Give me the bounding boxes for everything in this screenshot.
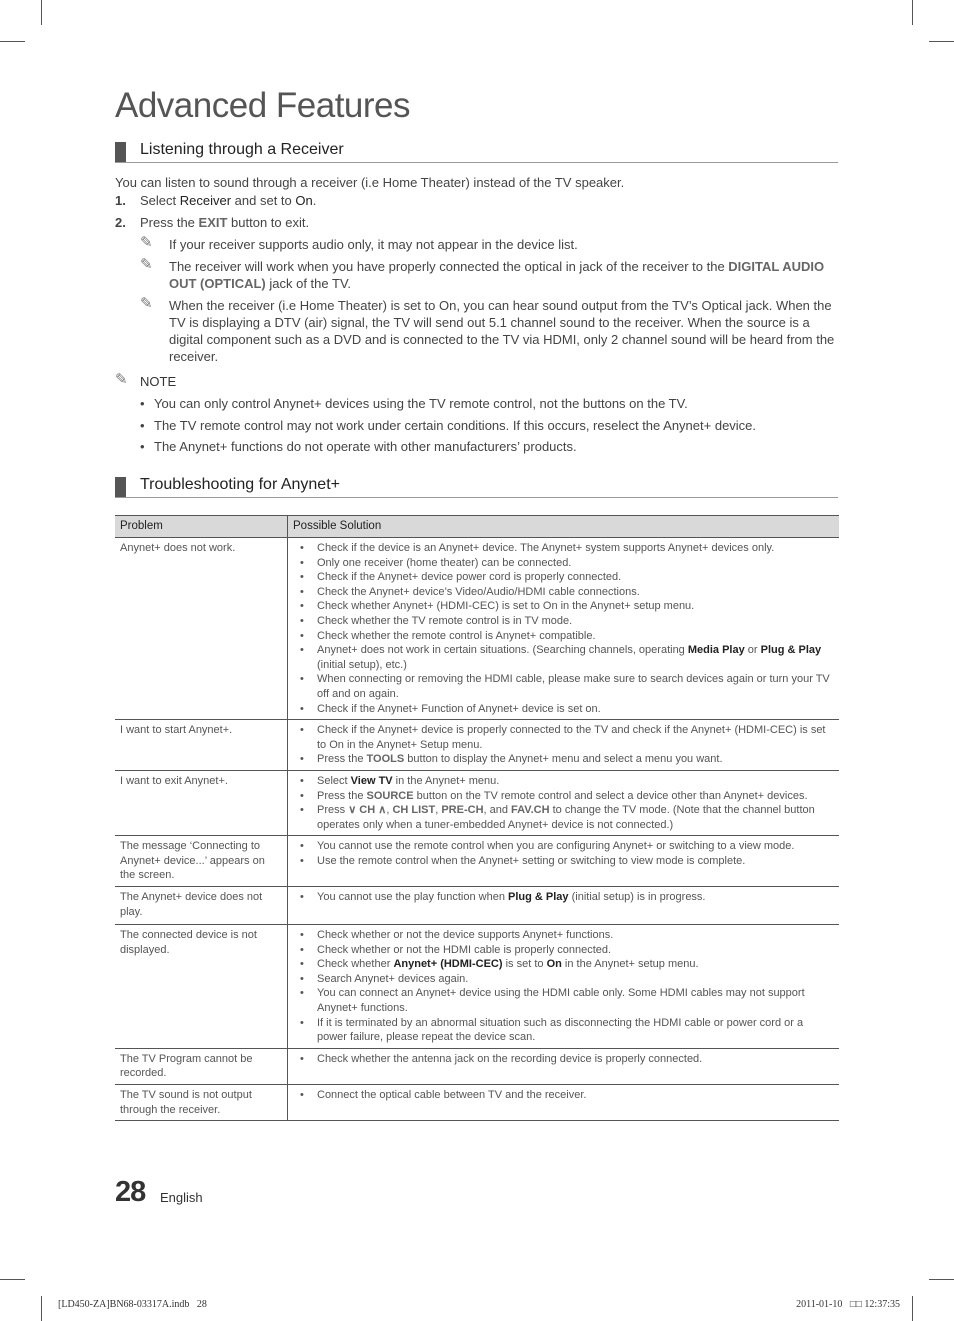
solution-item: • Connect the optical cable between TV and the receiver.	[293, 1088, 834, 1103]
pencil-note-icon: ✎	[140, 295, 153, 312]
solution-item: • Check whether Anynet+ (HDMI-CEC) is set to On in the Anynet+ setup menu.	[293, 957, 834, 972]
solution-item: • You can connect an Anynet+ device using the HDMI cable only. Some HDMI cables may not support Anynet+ functions.	[293, 986, 834, 1015]
chevron-down-icon: ∨	[348, 804, 357, 817]
table-row	[115, 770, 839, 835]
table-row	[115, 836, 839, 887]
solution-item: • Check the Anynet+ device’s Video/Audio/HDMI cable connections.	[293, 585, 834, 600]
solution-item: • Check whether or not the HDMI cable is properly connected.	[293, 943, 834, 958]
solution-item: • You cannot use the remote control when you are configuring Anynet+ or switching to a view mode.	[293, 839, 834, 854]
solution-item: • Check if the device is an Anynet+ device. The Anynet+ system supports Anynet+ devices only.	[293, 541, 834, 556]
page-title: Advanced Features	[115, 86, 411, 125]
solution-item: • Use the remote control when the Anynet+ setting or switching to view mode is complete.	[293, 854, 834, 869]
section-bar	[115, 142, 126, 162]
crop-mark	[929, 1279, 954, 1280]
solution-cell	[288, 720, 840, 771]
table-row	[115, 538, 839, 720]
solution-item: • Select View TV in the Anynet+ menu.	[293, 774, 834, 789]
table-header-row	[115, 516, 839, 538]
page-number: 28	[115, 1176, 146, 1208]
solution-item: • Check whether the remote control is Anynet+ compatible.	[293, 629, 834, 644]
solution-item: • Check if the Anynet+ device power cord is properly connected.	[293, 570, 834, 585]
column-header-problem: Problem	[115, 516, 288, 538]
solution-item: • Check whether the TV remote control is in TV mode.	[293, 614, 834, 629]
problem-cell: I want to exit Anynet+.	[115, 770, 288, 835]
crop-mark	[929, 41, 954, 42]
solution-item: • Check whether the antenna jack on the recording device is properly connected.	[293, 1052, 834, 1067]
solution-item: • Check if the Anynet+ Function of Anynet+ device is set on.	[293, 702, 834, 717]
bullet-dot-icon: •	[140, 439, 145, 454]
section-title: Listening through a Receiver	[140, 141, 344, 158]
problem-cell: The TV Program cannot be recorded.	[115, 1048, 288, 1084]
section-header-receiver	[115, 140, 838, 163]
page-language: English	[160, 1190, 203, 1205]
solution-item: • Anynet+ does not work in certain situations. (Searching channels, operating Media Play or Plug & Play (initial setup), etc.)	[293, 643, 834, 672]
solution-cell	[288, 1048, 840, 1084]
section-bar	[115, 477, 126, 497]
bullet-dot-icon: •	[140, 396, 145, 411]
step-text: Select Receiver and set to On.	[140, 193, 317, 208]
note-text: If your receiver supports audio only, it may not appear in the device list.	[169, 237, 578, 252]
chevron-up-icon: ∧	[378, 804, 387, 817]
print-file-info: [LD450-ZA]BN68-03317A.indb 28	[58, 1299, 207, 1310]
solution-item: • Check whether or not the device supports Anynet+ functions.	[293, 928, 834, 943]
table-row	[115, 1048, 839, 1084]
solution-cell	[288, 887, 840, 925]
list-item: • The Anynet+ functions do not operate with other manufacturers’ products.	[140, 439, 577, 454]
pencil-note-icon: ✎	[115, 371, 128, 388]
list-item: • You can only control Anynet+ devices using the TV remote control, not the buttons on the TV.	[140, 396, 688, 411]
table-row	[115, 720, 839, 771]
section-header-troubleshooting	[115, 475, 838, 498]
note-text: When the receiver (i.e Home Theater) is set to On, you can hear sound output from the TV’s Optical jack. When the TV is displaying a DTV (air) signal, the TV will send out 5.1 channel sound to the receiver. When the source is a digital component such as a DVD and is connected to the TV via HDMI, only 2 channel sound will be heard from the receiver.	[169, 298, 835, 364]
solution-cell	[288, 770, 840, 835]
solution-cell	[288, 1085, 840, 1121]
troubleshooting-table	[115, 515, 839, 1121]
solution-item: • Search Anynet+ devices again.	[293, 972, 834, 987]
solution-item: • Press ∨ CH ∧, CH LIST, PRE-CH, and FAV.CH to change the TV mode. (Note that the channel button operates only when a tuner-embedded Anynet+ device is not connected.)	[293, 803, 834, 832]
solution-cell	[288, 836, 840, 887]
column-header-solution: Possible Solution	[288, 516, 840, 538]
solution-item: • Only one receiver (home theater) can be connected.	[293, 556, 834, 571]
solution-item: • Press the TOOLS button to display the Anynet+ menu and select a menu you want.	[293, 752, 834, 767]
problem-cell: Anynet+ does not work.	[115, 538, 288, 720]
solution-item: • If it is terminated by an abnormal situation such as disconnecting the HDMI cable or power cord or a power failure, please repeat the device scan.	[293, 1016, 834, 1045]
problem-cell: I want to start Anynet+.	[115, 720, 288, 771]
step-text: Press the EXIT button to exit.	[140, 215, 310, 230]
problem-cell: The Anynet+ device does not play.	[115, 887, 288, 925]
section-title: Troubleshooting for Anynet+	[140, 476, 340, 493]
crop-mark	[41, 1296, 42, 1321]
problem-cell: The message ‘Connecting to Anynet+ device...’ appears on the screen.	[115, 836, 288, 887]
crop-mark	[912, 0, 913, 25]
solution-item: • Check if the Anynet+ device is properly connected to the TV and check if the Anynet+ (HDMI-CEC) is set to On in the Anynet+ Setup menu.	[293, 723, 834, 752]
pencil-note-icon: ✎	[140, 234, 153, 251]
crop-mark	[0, 1279, 25, 1280]
crop-mark	[0, 41, 25, 42]
intro-text: You can listen to sound through a receiver (i.e Home Theater) instead of the TV speaker.	[115, 175, 625, 190]
table-row	[115, 887, 839, 925]
print-timestamp: 2011-01-10 □□ 12:37:35	[796, 1299, 900, 1310]
note-label: NOTE	[140, 374, 177, 389]
solution-cell	[288, 925, 840, 1049]
note-text: The receiver will work when you have properly connected the optical in jack of the receiver to the DIGITAL AUDIO OUT (OPTICAL) jack of the TV.	[169, 259, 825, 291]
crop-mark	[912, 1296, 913, 1321]
step-number: 1.	[115, 193, 126, 208]
pencil-note-icon: ✎	[140, 256, 153, 273]
solution-item: • Check whether Anynet+ (HDMI-CEC) is set to On in the Anynet+ setup menu.	[293, 599, 834, 614]
solution-cell	[288, 538, 840, 720]
problem-cell: The TV sound is not output through the receiver.	[115, 1085, 288, 1121]
step-number: 2.	[115, 215, 126, 230]
table-row	[115, 925, 839, 1049]
solution-item: • You cannot use the play function when Plug & Play (initial setup) is in progress.	[293, 890, 834, 905]
solution-item: • Press the SOURCE button on the TV remote control and select a device other than Anynet+ devices.	[293, 789, 834, 804]
table-row	[115, 1085, 839, 1121]
bullet-dot-icon: •	[140, 418, 145, 433]
problem-cell: The connected device is not displayed.	[115, 925, 288, 1049]
list-item: • The TV remote control may not work under certain conditions. If this occurs, reselect the Anynet+ device.	[140, 418, 757, 433]
solution-item: • When connecting or removing the HDMI cable, please make sure to search devices again or turn your TV off and on again.	[293, 672, 834, 701]
crop-mark	[41, 0, 42, 25]
